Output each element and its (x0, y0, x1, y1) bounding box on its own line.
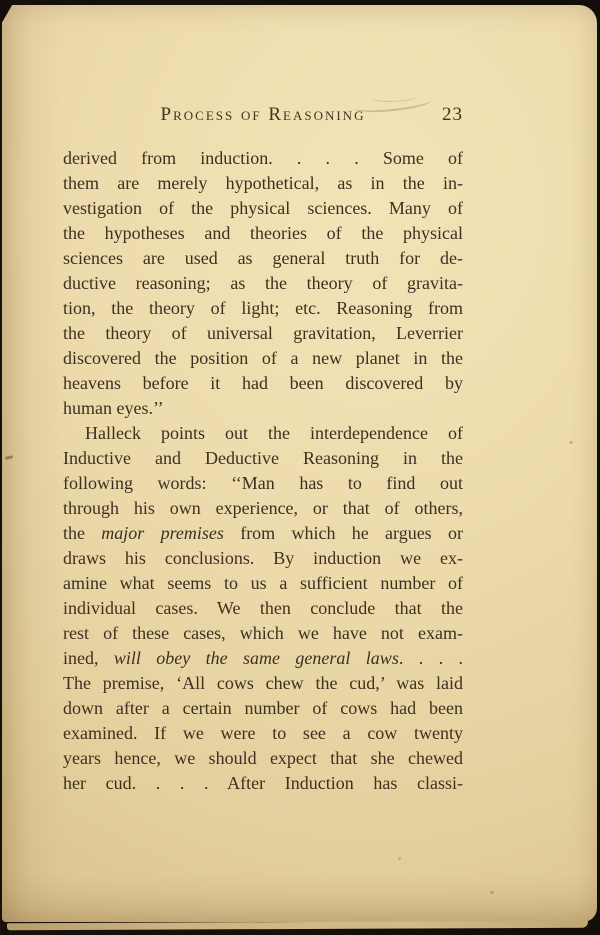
text-line: examined. If we were to see a cow twenty (63, 723, 463, 743)
text-line: down after a certain number of cows had been (63, 698, 463, 718)
page-text (63, 146, 463, 796)
text-line: ined, will obey the same general laws. . . . (63, 648, 463, 668)
text-line: through his own experience, or that of others, (63, 498, 463, 518)
text-line: The premise, ‘All cows chew the cud,’ was laid (63, 673, 463, 693)
text-line: sciences are used as general truth for de- (63, 248, 463, 268)
text-line: following words: ‘‘Man has to find out (63, 473, 463, 493)
paper-speck (569, 441, 573, 444)
text-line: heavens before it had been discovered by (63, 373, 463, 393)
page-number: 23 (442, 104, 463, 125)
paper-speck (5, 455, 13, 460)
text-line: rest of these cases, which we have not exam- (63, 623, 463, 643)
photo-corner-flaw (0, 0, 15, 26)
text-line: draws his conclusions. By induction we ex- (63, 548, 463, 568)
text-line: the major premises from which he argues or (63, 523, 463, 543)
page-stack-edge (7, 921, 588, 931)
text-line: her cud. . . . After Induction has classi- (63, 773, 463, 793)
text-line: amine what seems to us a sufficient number of (63, 573, 463, 593)
text-line: tion, the theory of light; etc. Reasoning from (63, 298, 463, 318)
text-line: Inductive and Deductive Reasoning in the (63, 448, 463, 468)
text-line: human eyes.’’ (63, 398, 164, 418)
running-header-title: Process of Reasoning (160, 104, 366, 125)
text-line: individual cases. We then conclude that the (63, 598, 463, 618)
text-line: the hypotheses and theories of the physical (63, 223, 463, 243)
text-line: derived from induction. . . . Some of (63, 148, 463, 168)
paper-speck (490, 891, 494, 894)
text-line: vestigation of the physical sciences. Many of (63, 198, 463, 218)
book-page (2, 5, 597, 922)
text-line: discovered the position of a new planet in the (63, 348, 463, 368)
text-line: ductive reasoning; as the theory of gravita- (63, 273, 463, 293)
paper-speck (398, 857, 401, 860)
text-line: them are merely hypothetical, as in the in- (63, 173, 463, 193)
text-line: years hence, we should expect that she chewed (63, 748, 463, 768)
text-line: Halleck points out the interdependence of (85, 423, 463, 443)
text-line: the theory of universal gravitation, Leverrier (63, 323, 463, 343)
